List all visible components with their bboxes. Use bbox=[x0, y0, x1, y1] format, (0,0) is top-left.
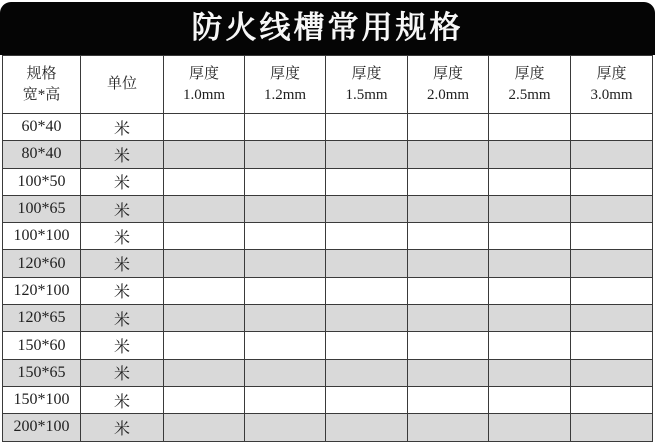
header-thickness-5 bbox=[489, 56, 571, 114]
table-row bbox=[3, 386, 653, 413]
header-unit bbox=[81, 56, 164, 114]
spec-cell: 60*40 bbox=[3, 114, 81, 141]
value-cell bbox=[571, 114, 653, 141]
value-cell bbox=[245, 168, 326, 195]
unit-cell: 米 bbox=[81, 195, 164, 222]
thickness-label: 厚度 bbox=[596, 65, 627, 82]
value-cell bbox=[489, 250, 571, 277]
spec-cell: 80*40 bbox=[3, 141, 81, 168]
value-cell bbox=[489, 386, 571, 413]
spec-cell: 150*100 bbox=[3, 386, 81, 413]
value-cell bbox=[326, 414, 408, 441]
thickness-label: 厚度 bbox=[188, 65, 219, 82]
value-cell bbox=[571, 195, 653, 222]
thickness-value: 1.2mm bbox=[263, 86, 307, 103]
value-cell bbox=[408, 414, 489, 441]
value-cell bbox=[489, 114, 571, 141]
table-row bbox=[3, 168, 653, 195]
unit-cell: 米 bbox=[81, 305, 164, 332]
value-cell bbox=[245, 332, 326, 359]
spec-cell: 120*60 bbox=[3, 250, 81, 277]
value-cell bbox=[571, 414, 653, 441]
value-cell bbox=[164, 250, 245, 277]
header-thickness-4 bbox=[408, 56, 489, 114]
value-cell bbox=[245, 141, 326, 168]
value-cell bbox=[164, 277, 245, 304]
value-cell bbox=[571, 359, 653, 386]
spec-cell: 100*65 bbox=[3, 195, 81, 222]
value-cell bbox=[245, 277, 326, 304]
header-row bbox=[3, 56, 653, 114]
value-cell bbox=[571, 168, 653, 195]
value-cell bbox=[489, 168, 571, 195]
header-thickness-3 bbox=[326, 56, 408, 114]
value-cell bbox=[489, 332, 571, 359]
value-cell bbox=[408, 277, 489, 304]
table-row bbox=[3, 305, 653, 332]
header-spec bbox=[3, 56, 81, 114]
value-cell bbox=[164, 141, 245, 168]
value-cell bbox=[326, 250, 408, 277]
spec-cell: 120*100 bbox=[3, 277, 81, 304]
value-cell bbox=[571, 386, 653, 413]
thickness-label: 厚度 bbox=[432, 65, 463, 82]
page-title: 防火线槽常用规格 bbox=[191, 10, 464, 45]
value-cell bbox=[408, 114, 489, 141]
value-cell bbox=[164, 223, 245, 250]
value-cell bbox=[164, 195, 245, 222]
table-row bbox=[3, 223, 653, 250]
value-cell bbox=[408, 168, 489, 195]
table-row bbox=[3, 250, 653, 277]
value-cell bbox=[326, 359, 408, 386]
value-cell bbox=[245, 195, 326, 222]
value-cell bbox=[326, 168, 408, 195]
value-cell bbox=[571, 305, 653, 332]
unit-cell: 米 bbox=[81, 277, 164, 304]
value-cell bbox=[408, 250, 489, 277]
value-cell bbox=[245, 114, 326, 141]
thickness-label: 厚度 bbox=[269, 65, 300, 82]
thickness-value: 2.0mm bbox=[426, 86, 470, 103]
value-cell bbox=[326, 114, 408, 141]
value-cell bbox=[164, 168, 245, 195]
value-cell bbox=[408, 141, 489, 168]
value-cell bbox=[326, 305, 408, 332]
value-cell bbox=[245, 359, 326, 386]
value-cell bbox=[245, 223, 326, 250]
value-cell bbox=[489, 277, 571, 304]
value-cell bbox=[164, 332, 245, 359]
header-thickness-2 bbox=[245, 56, 326, 114]
unit-cell: 米 bbox=[81, 114, 164, 141]
thickness-label: 厚度 bbox=[514, 65, 545, 82]
unit-cell: 米 bbox=[81, 250, 164, 277]
unit-cell: 米 bbox=[81, 223, 164, 250]
table-row bbox=[3, 414, 653, 441]
value-cell bbox=[489, 141, 571, 168]
value-cell bbox=[164, 414, 245, 441]
spec-cell: 150*65 bbox=[3, 359, 81, 386]
value-cell bbox=[245, 305, 326, 332]
table-row bbox=[3, 195, 653, 222]
header-spec-line1: 规格 bbox=[26, 65, 57, 82]
value-cell bbox=[408, 359, 489, 386]
header-unit-label: 单位 bbox=[106, 76, 137, 92]
table-row bbox=[3, 359, 653, 386]
table-row bbox=[3, 114, 653, 141]
value-cell bbox=[571, 141, 653, 168]
unit-cell: 米 bbox=[81, 359, 164, 386]
spec-cell: 120*65 bbox=[3, 305, 81, 332]
value-cell bbox=[326, 332, 408, 359]
value-cell bbox=[326, 195, 408, 222]
value-cell bbox=[408, 305, 489, 332]
spec-cell: 100*50 bbox=[3, 168, 81, 195]
value-cell bbox=[408, 332, 489, 359]
spec-cell: 100*100 bbox=[3, 223, 81, 250]
thickness-label: 厚度 bbox=[351, 65, 382, 82]
spec-cell: 150*60 bbox=[3, 332, 81, 359]
value-cell bbox=[164, 114, 245, 141]
value-cell bbox=[489, 359, 571, 386]
value-cell bbox=[245, 414, 326, 441]
value-cell bbox=[245, 386, 326, 413]
unit-cell: 米 bbox=[81, 168, 164, 195]
value-cell bbox=[489, 223, 571, 250]
value-cell bbox=[245, 250, 326, 277]
value-cell bbox=[326, 277, 408, 304]
unit-cell: 米 bbox=[81, 414, 164, 441]
table-row bbox=[3, 332, 653, 359]
unit-cell: 米 bbox=[81, 141, 164, 168]
thickness-value: 1.0mm bbox=[182, 86, 226, 103]
spec-table bbox=[2, 55, 653, 442]
table-row bbox=[3, 277, 653, 304]
value-cell bbox=[571, 332, 653, 359]
table-row bbox=[3, 141, 653, 168]
value-cell bbox=[164, 305, 245, 332]
thickness-value: 2.5mm bbox=[508, 86, 551, 103]
value-cell bbox=[571, 277, 653, 304]
value-cell bbox=[164, 359, 245, 386]
value-cell bbox=[489, 305, 571, 332]
title-banner bbox=[0, 2, 655, 55]
value-cell bbox=[326, 386, 408, 413]
header-spec-line2: 宽*高 bbox=[22, 86, 61, 103]
value-cell bbox=[326, 223, 408, 250]
value-cell bbox=[326, 141, 408, 168]
header-thickness-6 bbox=[571, 56, 653, 114]
unit-cell: 米 bbox=[81, 386, 164, 413]
value-cell bbox=[408, 223, 489, 250]
value-cell bbox=[408, 195, 489, 222]
value-cell bbox=[408, 386, 489, 413]
value-cell bbox=[571, 223, 653, 250]
value-cell bbox=[489, 414, 571, 441]
value-cell bbox=[164, 386, 245, 413]
spec-cell: 200*100 bbox=[3, 414, 81, 441]
header-thickness-1 bbox=[164, 56, 245, 114]
unit-cell: 米 bbox=[81, 332, 164, 359]
value-cell bbox=[489, 195, 571, 222]
value-cell bbox=[571, 250, 653, 277]
thickness-value: 1.5mm bbox=[345, 86, 388, 103]
thickness-value: 3.0mm bbox=[590, 86, 633, 103]
